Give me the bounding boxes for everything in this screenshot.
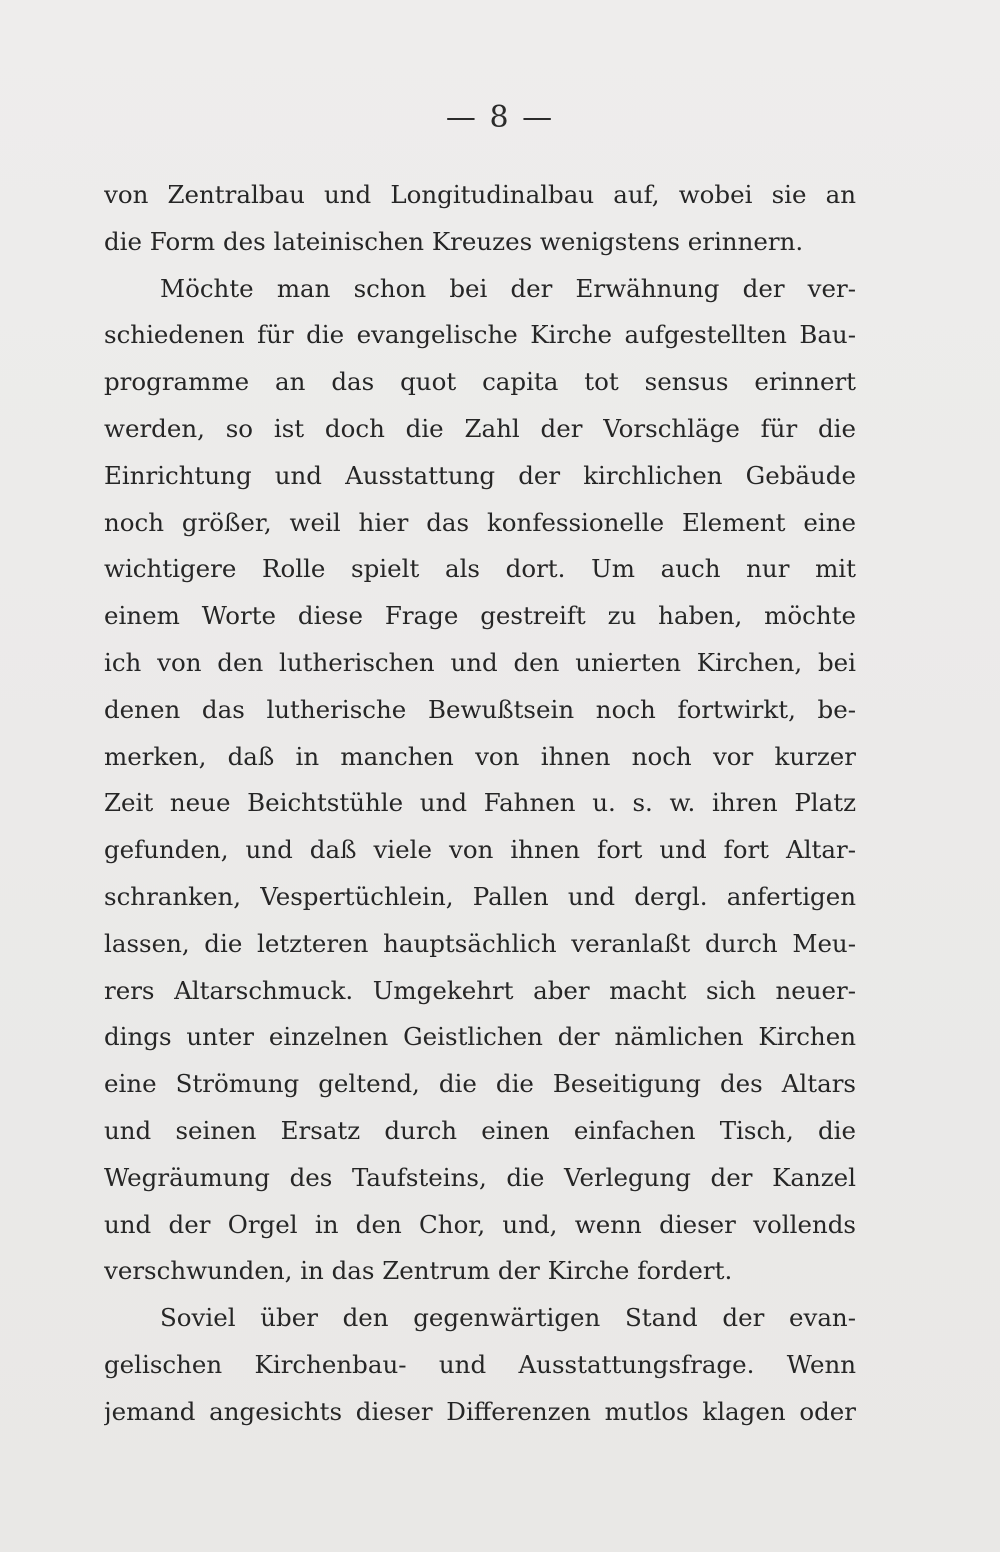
text-line: rers Altarschmuck. Umgekehrt aber macht sich neuer- [104,975,856,1005]
text-line: schranken, Vespertüchlein, Pallen und dergl. anfertigen [104,881,856,911]
text-line: programme an das quot capita tot sensus erinnert [104,367,856,397]
text-line: gefunden, und daß viele von ihnen fort und fort Altar- [104,835,856,865]
text-line: gelischen Kirchenbau- und Ausstattungsfrage. Wenn [104,1349,856,1379]
text-line: Möchte man schon bei der Erwähnung der ver- [160,273,856,303]
text-line: und der Orgel in den Chor, und, wenn dieser vollends [104,1209,856,1239]
text-line: von Zentralbau und Longitudinalbau auf, wobei sie an [104,180,856,209]
text-line: verschwunden, in das Zentrum der Kirche fordert. [104,1256,733,1286]
text-line: Wegräumung des Taufsteins, die Verlegung der Kanzel [104,1162,856,1192]
text-line: schiedenen für die evangelische Kirche aufgestellten Bau- [104,320,856,350]
text-line: denen das lutherische Bewußtsein noch fortwirkt, be- [104,694,856,724]
text-line: Einrichtung und Ausstattung der kirchlichen Gebäude [104,460,856,490]
text-line: ich von den lutherischen und den unierten Kirchen, bei [104,647,856,677]
text-line: dings unter einzelnen Geistlichen der nämlichen Kirchen [104,1022,856,1052]
text-line: Zeit neue Beichtstühle und Fahnen u. s. w. ihren Platz [104,788,856,818]
text-line: merken, daß in manchen von ihnen noch vor kurzer [104,741,856,771]
text-line: Soviel über den gegenwärtigen Stand der evan- [160,1303,856,1333]
text-line: einem Worte diese Frage gestreift zu haben, möchte [104,601,856,631]
body-text [104,172,856,1436]
text-line: lassen, die letzteren hauptsächlich veranlaßt durch Meu- [104,928,856,958]
text-line: eine Strömung geltend, die die Beseitigung des Altars [104,1069,856,1099]
text-line: noch größer, weil hier das konfessionelle Element eine [104,507,856,537]
text-line: werden, so ist doch die Zahl der Vorschläge für die [104,413,856,443]
page-number: — 8 — [445,100,555,135]
text-line: und seinen Ersatz durch einen einfachen Tisch, die [104,1115,856,1145]
text-line: jemand angesichts dieser Differenzen mutlos klagen oder [104,1396,856,1426]
text-line: die Form des lateinischen Kreuzes wenigstens erinnern. [104,226,804,256]
text-line: wichtigere Rolle spielt als dort. Um auch nur mit [104,554,856,584]
